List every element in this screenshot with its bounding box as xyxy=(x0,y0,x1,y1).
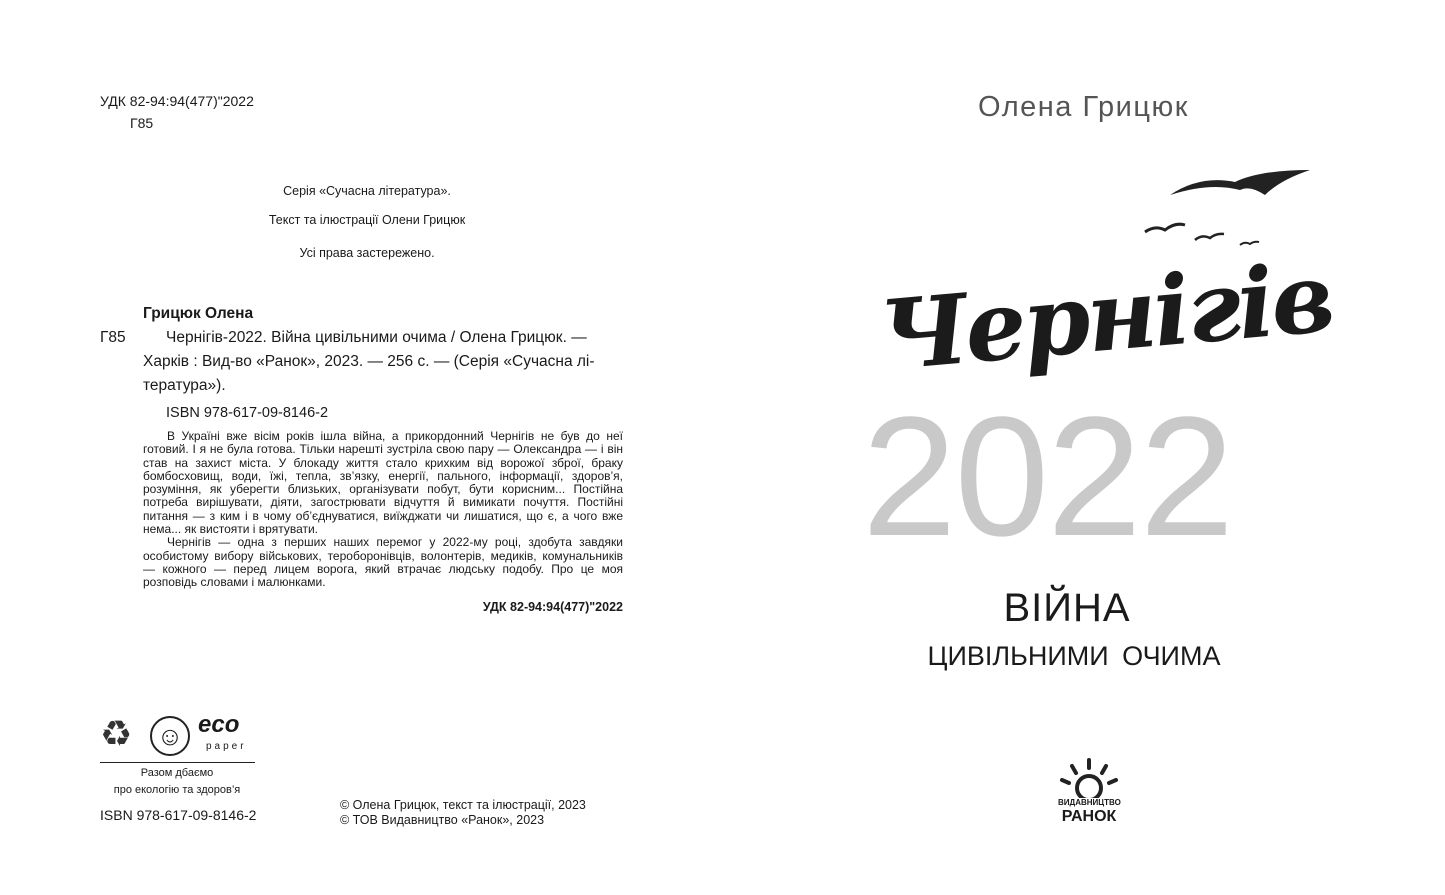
publisher-name: РАНОК xyxy=(1061,808,1117,825)
eco-line-1: Разом дбаємо xyxy=(140,767,214,779)
credits-note: Текст та ілюстрації Олени Грицюк xyxy=(268,213,466,227)
g85-catalog: Г85 xyxy=(100,329,126,346)
eco-logo-sub: paper xyxy=(206,741,247,752)
rights-note: Усі права застережено. xyxy=(299,246,435,260)
sun-icon xyxy=(1058,758,1120,798)
catalog-line-1: Чернігів-2022. Війна цивільними очима / Олена Грицюк. — xyxy=(166,329,587,346)
isbn: ISBN 978-617-09-8146-2 xyxy=(166,405,329,421)
publisher-top: ВИДАВНИЦТВО xyxy=(1058,798,1121,807)
catalog-line-2: Харків : Вид-во «Ранок», 2023. — 256 с. — (Серія «Сучасна лі- xyxy=(143,353,595,370)
eco-line-2: про екологію та здоров’я xyxy=(113,784,241,796)
g85-top: Г85 xyxy=(130,115,154,131)
publisher-logo xyxy=(1058,758,1120,828)
birds-illustration xyxy=(1140,170,1320,250)
series-note: Серія «Сучасна література». xyxy=(283,184,451,198)
eco-divider xyxy=(100,762,255,763)
isbn-bottom: ISBN 978-617-09-8146-2 xyxy=(100,807,257,823)
annotation xyxy=(143,430,623,590)
cover-year: 2022 xyxy=(862,382,1233,572)
copyright-line-2: © ТОВ Видавництво «Ранок», 2023 xyxy=(340,813,545,827)
annotation-paragraph: В Україні вже вісім років ішла війна, а прикордонний Чернігів не був до неї готовий. І я не була готова. Тільки нарешті зустріла свою пару — Олександра — і він став на захист міста. У блокаду життя стало крихким від ворожої зброї, браку бомбосховищ, води, їжі, тепла, зв’язку, енергії, пального, інформації, здоров’я, розуміння, як уберегти близьких, організувати побут, бути корисним... Постійна потреба вирішувати, діяти, загострювати відчуття й вимикати почуття. Постійні питання — з ким і в чому об’єднуватися, виїжджати чи лишатися, що є, а чого вже нема... як вистояти і врятувати. xyxy=(143,429,623,537)
cover-author: Олена Грицюк xyxy=(978,91,1189,123)
cover-city: Чернігів xyxy=(875,240,1336,393)
cover-title-line-2: ЦИВІЛЬНИМИ ОЧИМА xyxy=(927,641,1221,671)
eco-logo-text: eco xyxy=(198,711,240,738)
recycle-icon: ♻ xyxy=(100,713,133,754)
udk-top: УДК 82-94:94(477)"2022 xyxy=(100,93,254,109)
copyright-line-1: © Олена Грицюк, текст та ілюстрації, 2023 xyxy=(340,798,586,812)
cover-title-line-1: ВІЙНА xyxy=(1003,586,1131,630)
eco-logos xyxy=(100,712,260,760)
annotation-paragraph: Чернігів — одна з перших наших перемог у 2022-му році, здобута завдяки особистому вибору військових, тероборонівців, волонтерів, медиків, комунальників — кожного — перед лицем ворога, який втрачає людську подобу. Про це моя розповідь словами і малюнками. xyxy=(143,535,623,590)
udk-bottom: УДК 82-94:94(477)"2022 xyxy=(482,600,623,614)
catalog-line-3: тература»). xyxy=(143,377,226,394)
author-heading: Грицюк Олена xyxy=(143,305,254,322)
smiley-icon: ☺ xyxy=(150,716,190,756)
